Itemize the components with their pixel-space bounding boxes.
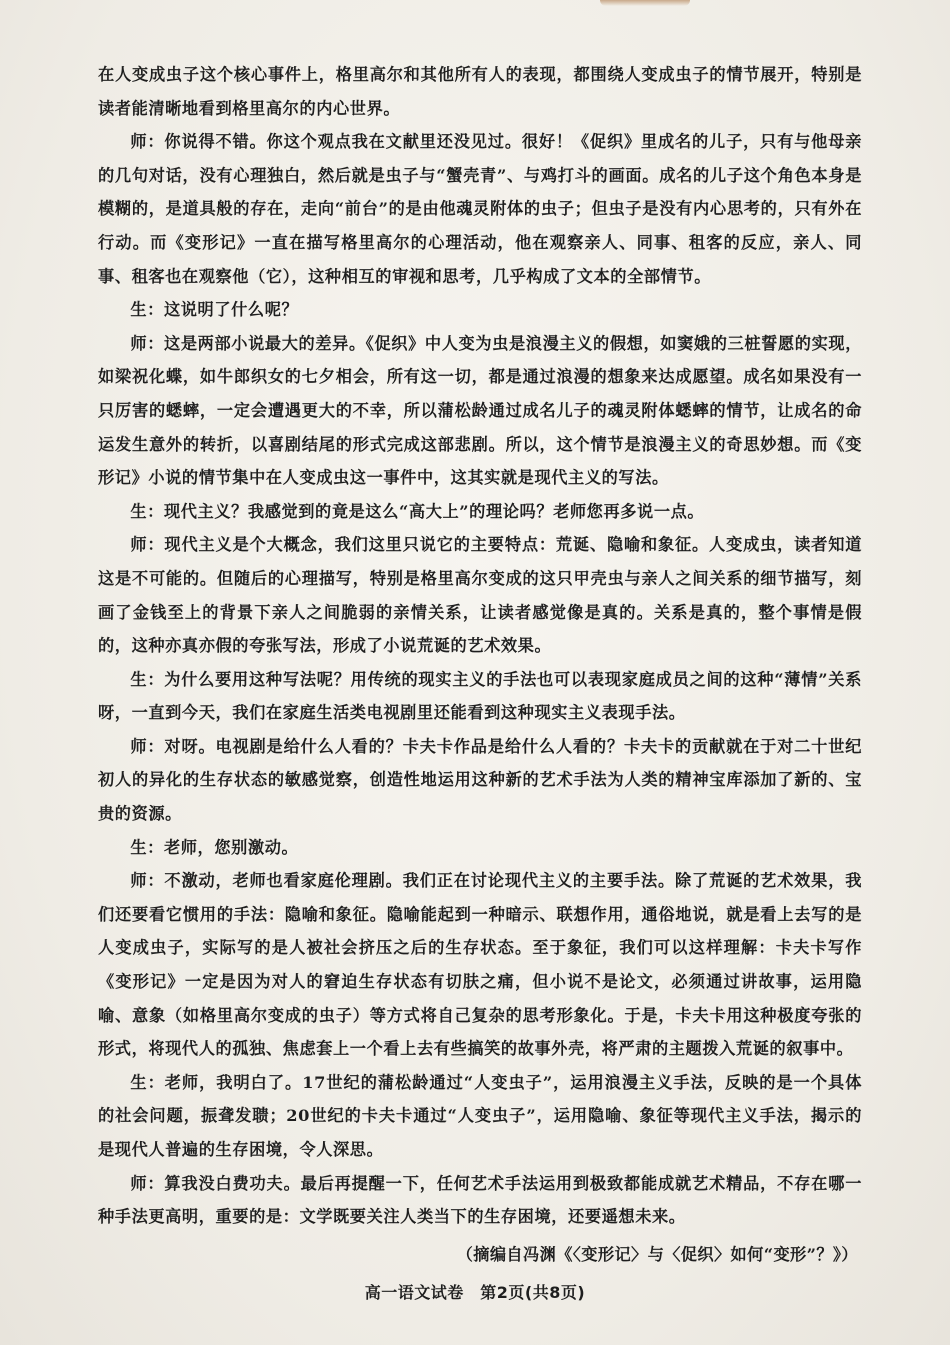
paragraph: 师：不激动，老师也看家庭伦理剧。我们正在讨论现代主义的主要手法。除了荒诞的艺术效果，我们还要看它惯用的手法：隐喻和象征。隐喻能起到一种暗示、联想作用，通俗地说，就是看上去写的是人变成虫子，实际写的是人被社会挤压之后的生存状态。至于象征，我们可以这样理解：卡夫卡写作《变形记》一定是因为对人的窘迫生存状态有切肤之痛，但小说不是论文，必须通过讲故事，运用隐喻、意象（如格里高尔变成的虫子）等方式将自己复杂的思考形象化。于是，卡夫卡用这种极度夸张的形式，将现代人的孤独、焦虑套上一个看上去有些搞笑的故事外壳，将严肃的主题拨入荒诞的叙事中。 [98,871,862,1059]
paragraph: 师：对呀。电视剧是给什么人看的？卡夫卡作品是给什么人看的？卡夫卡的贡献就在于对二十世纪初人的异化的生存状态的敏感觉察，创造性地运用这种新的艺术手法为人类的精神宝库添加了新的、宝贵的资源。 [98,736,862,824]
paragraph: 在人变成虫子这个核心事件上，格里高尔和其他所有人的表现，都围绕人变成虫子的情节展开，特别是读者能清晰地看到格里高尔的内心世界。 [98,65,862,118]
paragraph: 师：算我没白费功夫。最后再提醒一下，任何艺术手法运用到极致都能成就艺术精品，不存在哪一种手法更高明，重要的是：文学既要关注人类当下的生存困境，还要遥想未来。 [98,1173,862,1227]
paragraph: 师：你说得不错。你这个观点我在文献里还没见过。很好！《促织》里成名的儿子，只有与他母亲的几句对话，没有心理独白，然后就是虫子与“蟹壳青”、与鸡打斗的画面。成名的儿子这个角色本身是模糊的，是道具般的存在，走向“前台”的是由他魂灵附体的虫子；但虫子是没有内心思考的，只有外在行动。而《变形记》一直在描写格里高尔的心理活动，他在观察亲人、同事、租客的反应，亲人、同事、租客也在观察他（它），这种相互的审视和思考，几乎构成了文本的全部情节。 [98,132,862,286]
paragraph: 生：这说明了什么呢？ [130,300,299,320]
paragraph: 生：老师，您别激动。 [130,837,299,857]
paragraph: 生：老师，我明白了。17世纪的蒲松龄通过“人变虫子”，运用浪漫主义手法，反映的是一个具体的社会问题，振聋发聩；20世纪的卡夫卡通过“人变虫子”，运用隐喻、象征等现代主义手法，揭示的是现代人普遍的生存困境，令人深思。 [98,1072,862,1159]
paragraph: 师：这是两部小说最大的差异。《促织》中人变为虫是浪漫主义的假想，如窦娥的三桩誓愿的实现，如梁祝化蝶，如牛郎织女的七夕相会，所有这一切，都是通过浪漫的想象来达成愿望。成名如果没有一只厉害的蟋蟀，一定会遭遇更大的不幸，所以蒲松龄通过成名儿子的魂灵附体蟋蟀的情节，让成名的命运发生意外的转折，以喜剧结尾的形式完成这部悲剧。所以，这个情节是浪漫主义的奇思妙想。而《变形记》小说的情节集中在人变成虫这一事件中，这其实就是现代主义的写法。 [98,333,862,488]
page-edge-mark [600,0,690,6]
article-body [98,58,862,1270]
paragraph: 生：为什么要用这种写法呢？用传统的现实主义的手法也可以表现家庭成员之间的这种“薄情”关系呀，一直到今天，我们在家庭生活类电视剧里还能看到这种现实主义表现手法。 [98,669,862,723]
source-citation: （摘编自冯渊《〈变形记〉与〈促织〉如何“变形”？》） [456,1244,858,1264]
page-footer: 高一语文试卷 第2页(共8页) [364,1283,586,1302]
paragraph: 师：现代主义是个大概念，我们这里只说它的主要特点：荒诞、隐喻和象征。人变成虫，读者知道这是不可能的。但随后的心理描写，特别是格里高尔变成的这只甲壳虫与亲人之间关系的细节描写，刻画了金钱至上的背景下亲人之间脆弱的亲情关系，让读者感觉像是真的。关系是真的，整个事情是假的，这种亦真亦假的夸张写法，形成了小说荒诞的艺术效果。 [98,535,862,656]
paragraph: 生：现代主义？我感觉到的竟是这么“高大上”的理论吗？老师您再多说一点。 [130,501,705,521]
